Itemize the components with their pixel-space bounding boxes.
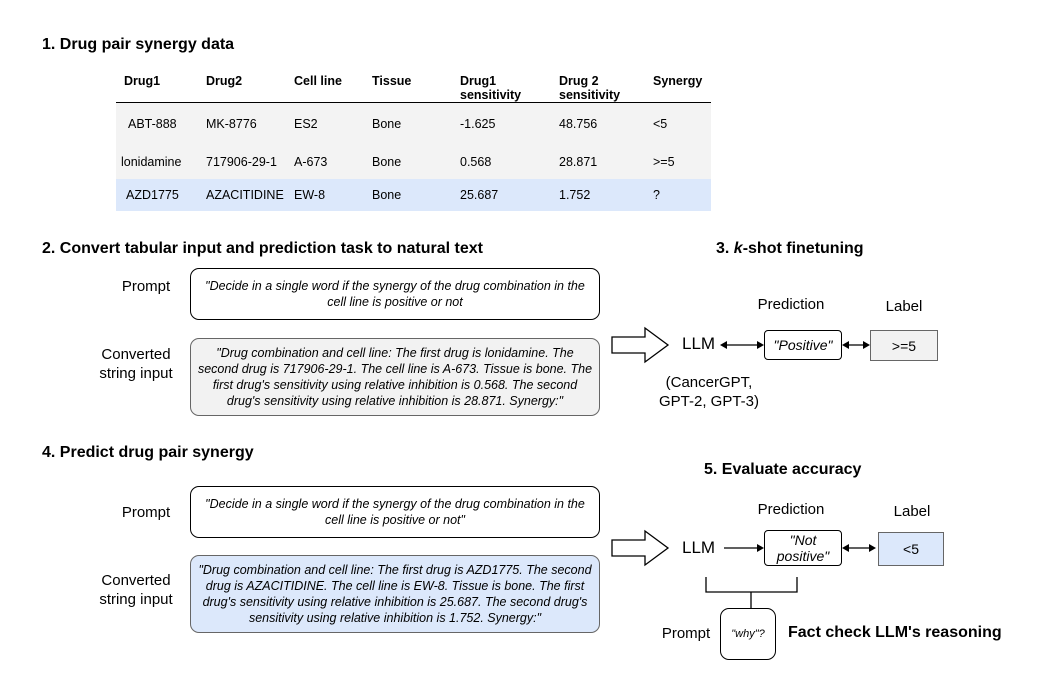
big-arrow-icon — [612, 531, 668, 565]
table-cell: ABT-888 — [116, 103, 198, 146]
step4-converted-text: "Drug combination and cell line: The first drug is AZD1775. The second drug is AZACITIDINE. The cell line is EW-8. Tissue is bone. The first drug's sensitivity using relative inhibition is 25.687. The second drug's sensitivity using relative inhibition is 1.752. Synergy:" — [198, 563, 592, 625]
table-cell: 25.687 — [452, 179, 551, 211]
step5-prediction-value: "Not positive" — [776, 532, 830, 564]
section-1-title: 1. Drug pair synergy data — [42, 36, 235, 53]
table-cell: lonidamine — [116, 145, 198, 179]
table-cell: 28.871 — [551, 145, 645, 179]
table-cell: 1.752 — [551, 179, 645, 211]
why-text: "why"? — [731, 628, 765, 640]
table-cell: 48.756 — [551, 103, 645, 146]
step3-prediction-value: "Positive" — [773, 337, 833, 353]
why-prompt-label: Prompt — [661, 625, 711, 642]
table-cell: Bone — [364, 179, 452, 211]
header-drug2: Drug2 — [198, 67, 286, 103]
step3-llm: LLM — [682, 334, 716, 353]
table-cell: EW-8 — [286, 179, 364, 211]
step4-prompt-box — [190, 486, 600, 538]
step2-converted-text: "Drug combination and cell line: The first drug is lonidamine. The second drug is 717906-29-1. The cell line is A-673. Tissue is bone. The first drug's sensitivity using relative inhibition is 0.568. The second drug's sensitivity using relative inhibition is 28.871. Synergy:" — [197, 346, 593, 408]
step2-prompt-text: "Decide in a single word if the synergy of the drug combination in the cell line is positive or not — [205, 279, 585, 309]
header-drug1: Drug1 — [116, 67, 198, 103]
step3-prediction-label: Prediction — [757, 296, 825, 313]
step4-prompt-label: Prompt — [121, 504, 171, 521]
step3-label-value: >=5 — [891, 337, 917, 354]
step3-models: (CancerGPT, GPT-2, GPT-3) — [658, 374, 760, 410]
table-cell: AZD1775 — [116, 179, 198, 211]
table-cell: A-673 — [286, 145, 364, 179]
table-cell: >=5 — [645, 145, 711, 179]
step3-prediction-box — [764, 330, 842, 360]
header-tissue: Tissue — [364, 67, 452, 103]
section-5-title: 5. Evaluate accuracy — [704, 461, 862, 478]
step5-prediction-label: Prediction — [757, 501, 825, 518]
table-cell: Bone — [364, 103, 452, 146]
table-cell: AZACITIDINE — [198, 179, 286, 211]
step5-label-label: Label — [893, 503, 931, 520]
table-cell: ES2 — [286, 103, 364, 146]
why-box — [720, 608, 776, 660]
table-cell: ? — [645, 179, 711, 211]
step3-label-box — [870, 330, 938, 361]
step4-prompt-text: "Decide in a single word if the synergy of the drug combination in the cell line is positive or not" — [205, 497, 585, 527]
bracket-icon — [706, 577, 797, 592]
step5-prediction-box — [764, 530, 842, 566]
section-4-title: 4. Predict drug pair synergy — [42, 444, 254, 461]
big-arrow-icon — [612, 328, 668, 362]
step5-label-value: <5 — [903, 541, 919, 557]
step3-label-label: Label — [885, 298, 923, 315]
table-cell: 0.568 — [452, 145, 551, 179]
section-3-title: 3. k-shot finetuning — [716, 240, 864, 257]
header-cell-line: Cell line — [286, 67, 364, 103]
header-drug2-sensitivity: Drug 2 sensitivity — [551, 67, 645, 103]
section-2-title: 2. Convert tabular input and prediction task to natural text — [42, 240, 483, 257]
step4-converted-label: Converted string input — [99, 572, 173, 608]
table-cell: Bone — [364, 145, 452, 179]
header-drug1-sensitivity: Drug1 sensitivity — [452, 67, 551, 103]
table-cell: 717906-29-1 — [198, 145, 286, 179]
step4-converted-box — [190, 555, 600, 633]
table-cell: -1.625 — [452, 103, 551, 146]
table-cell: MK-8776 — [198, 103, 286, 146]
step2-prompt-label: Prompt — [121, 278, 171, 295]
step2-converted-label: Converted string input — [99, 346, 173, 382]
step5-label-box — [878, 532, 944, 566]
table-cell: <5 — [645, 103, 711, 146]
step5-llm: LLM — [682, 538, 716, 557]
fact-check-title: Fact check LLM's reasoning — [788, 624, 1002, 641]
header-synergy: Synergy — [645, 67, 711, 103]
